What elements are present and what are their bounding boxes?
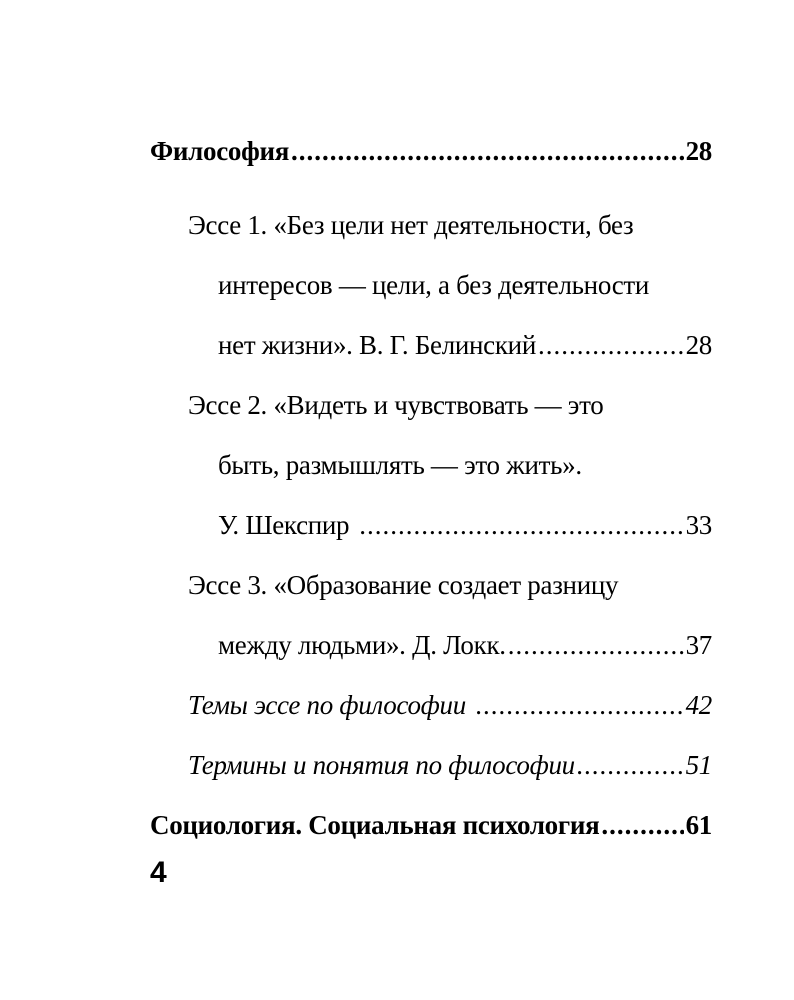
toc-entry-page: 28 xyxy=(685,330,712,360)
page-number: 4 xyxy=(150,856,167,889)
toc-entry-themes xyxy=(188,690,712,721)
toc-entry-page: 42 xyxy=(685,690,712,720)
leader-dots xyxy=(577,750,684,781)
toc-entry-essay2-line3 xyxy=(218,510,712,541)
leader-dots xyxy=(476,690,684,721)
toc-entry-essay1-line3 xyxy=(218,330,712,361)
toc-entry-essay3-line2 xyxy=(218,630,712,661)
toc-entry-text: Эссе 3. «Образование создает разницу xyxy=(188,570,619,600)
leader-dots xyxy=(538,330,684,361)
toc-entry-essay1-line2 xyxy=(218,270,649,301)
toc-entry-page: 28 xyxy=(685,136,712,166)
toc-entry-terms xyxy=(188,750,712,781)
toc-entry-page: 51 xyxy=(685,750,712,780)
toc-entry-title: Термины и понятия по философии xyxy=(188,750,575,780)
leader-dots xyxy=(359,510,683,541)
toc-entry-page: 37 xyxy=(685,630,712,660)
leader-dots xyxy=(508,630,684,661)
toc-entry-text: нет жизни». В. Г. Белинский xyxy=(218,330,536,360)
toc-entry-text: между людьми». Д. Локк. xyxy=(218,630,506,660)
toc-entry-page: 33 xyxy=(685,510,712,540)
toc-entry-philosophy xyxy=(150,136,712,167)
toc-entry-text: У. Шекспир xyxy=(218,510,350,540)
toc-entry-sociology xyxy=(150,810,712,841)
toc-entry-page: 61 xyxy=(685,810,712,840)
toc-entry-text: Эссе 2. «Видеть и чувствовать — это xyxy=(188,390,604,420)
leader-dots xyxy=(291,136,684,167)
toc-entry-essay2-line2 xyxy=(218,450,582,481)
toc-entry-title: Социология. Социальная психология xyxy=(150,810,600,840)
leader-dots xyxy=(601,810,683,841)
toc-entry-essay1-line1 xyxy=(188,210,633,241)
toc-entry-text: интересов — цели, а без деятельности xyxy=(218,270,650,300)
toc-entry-title: Темы эссе по философии xyxy=(188,690,466,720)
toc-entry-essay2-line1 xyxy=(188,390,603,421)
toc-entry-title: Философия xyxy=(150,136,290,166)
toc-entry-text: Эссе 1. «Без цели нет деятельности, без xyxy=(188,210,634,240)
toc-entry-text: быть, размышлять — это жить». xyxy=(218,450,582,480)
toc-entry-essay3-line1 xyxy=(188,570,618,601)
